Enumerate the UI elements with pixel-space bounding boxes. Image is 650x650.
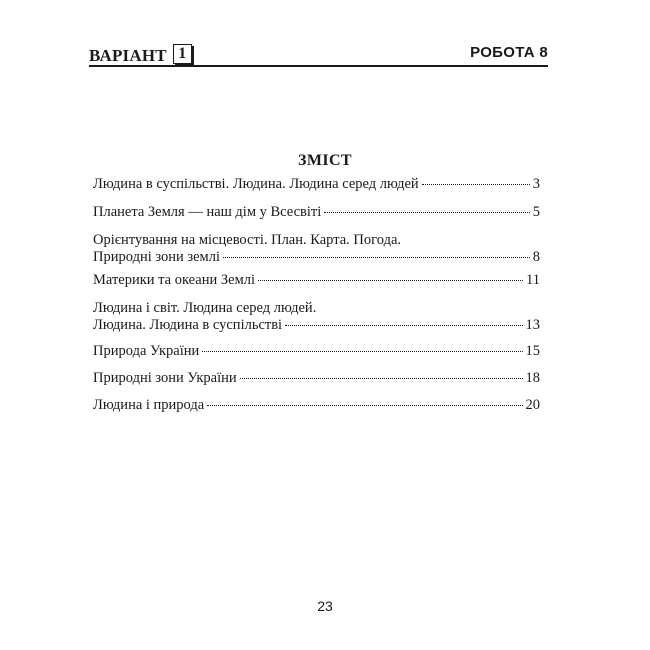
header-variant [89,42,192,64]
work-label: РОБОТА 8 [470,44,548,61]
toc-entry [93,176,540,193]
header-rule [89,65,548,67]
toc-entry-title: Планета Земля — наш дім у Всесвіті [93,204,322,220]
dot-leader [240,378,523,379]
toc-entry-page: 11 [526,272,540,288]
toc-entry-title: Материки та океани Землі [93,272,256,288]
toc-entry-page: 13 [525,317,540,333]
toc-entry-page: 5 [532,204,540,220]
toc-entry [93,204,540,221]
dot-leader [258,280,523,281]
toc-entry-title-line: Людина і світ. Людина серед людей. [93,300,317,316]
toc-entry-title: Людина в суспільстві. Людина. Людина серед людей [93,176,419,192]
page-number: 23 [317,598,333,614]
dot-leader [285,325,522,326]
toc-entry-title: Природа України [93,343,200,359]
dot-leader [324,212,529,213]
dot-leader [223,257,530,258]
toc-entry [93,343,540,360]
toc-entry [93,232,540,266]
toc-entry-page: 8 [532,249,540,265]
dot-leader [207,405,522,406]
toc-entry [93,370,540,387]
toc-entry-title-line: Природні зони землі [93,249,220,265]
toc-entry-page: 3 [532,176,540,192]
dot-leader [202,351,522,352]
toc-entry-page: 15 [525,343,540,359]
variant-number-box: 1 [173,44,192,64]
toc-title: ЗМІСТ [298,152,352,169]
toc-entry-page: 20 [525,397,540,413]
toc-entry [93,397,540,414]
toc-entry-title-line: Людина. Людина в суспільстві [93,317,283,333]
dot-leader [422,184,530,185]
toc-entry-title: Людина і природа [93,397,205,413]
toc-entry [93,300,540,334]
toc-entry [93,272,540,289]
toc-entry-page: 18 [525,370,540,386]
toc-entry-title-line: Орієнтування на місцевості. План. Карта. Погода. [93,232,402,248]
toc-entry-title: Природні зони України [93,370,237,386]
variant-label: ВАРІАНТ [89,46,167,65]
